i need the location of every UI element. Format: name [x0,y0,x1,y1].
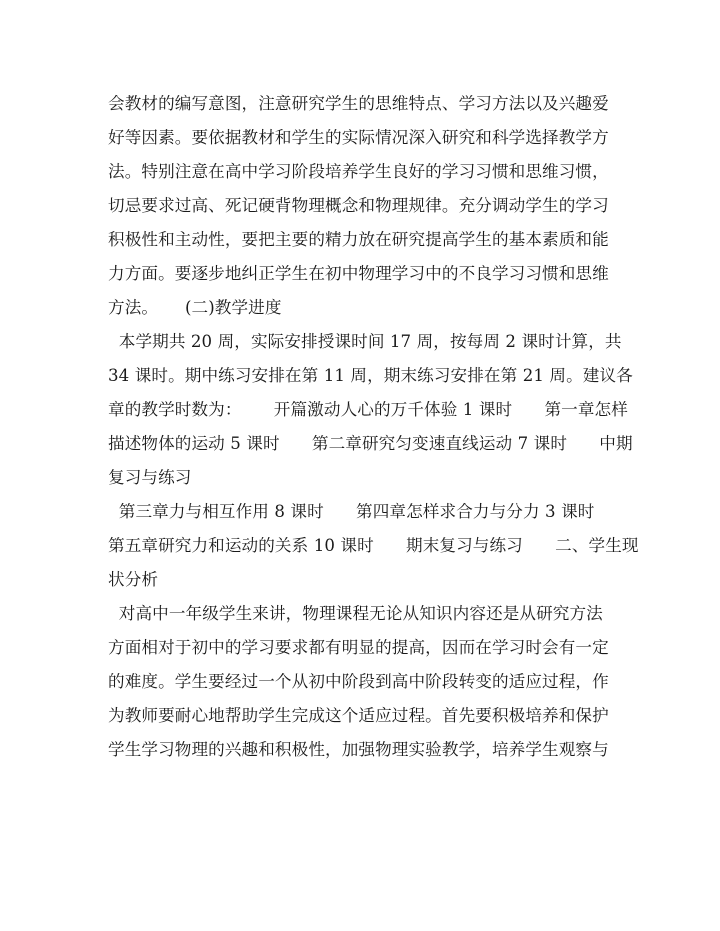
text-line: 第三章力与相互作用 8 课时 第四章怎样求合力与分力 3 课时 [108,502,595,521]
text-line: 积极性和主动性，要把主要的精力放在研究提高学生的基本素质和能 [108,230,609,249]
text-line: 复习与练习 [108,468,192,487]
text-line: 本学期共 20 周，实际安排授课时间 17 周，按每周 2 课时计算，共 [108,332,622,351]
text-line: 34 课时。期中练习安排在第 11 周，期末练习安排在第 21 周。建议各 [108,366,633,385]
text-line: 好等因素。要依据教材和学生的实际情况深入研究和科学选择教学方 [108,128,609,147]
text-line: 方面相对于初中的学习要求都有明显的提高，因而在学习时会有一定 [108,638,609,657]
text-line: 会教材的编写意图，注意研究学生的思维特点、学习方法以及兴趣爱 [108,94,609,113]
text-line: 法。特别注意在高中学习阶段培养学生良好的学习习惯和思维习惯， [108,162,609,181]
text-line: 的难度。学生要经过一个从初中阶段到高中阶段转变的适应过程，作 [108,672,609,691]
text-line: 第五章研究力和运动的关系 10 课时 期末复习与练习 二、学生现 [108,536,639,555]
text-line: 描述物体的运动 5 课时 第二章研究匀变速直线运动 7 课时 中期 [108,434,633,453]
text-line: 力方面。要逐步地纠正学生在初中物理学习中的不良学习习惯和思维 [108,264,609,283]
text-line: 学生学习物理的兴趣和积极性，加强物理实验教学，培养学生观察与 [108,740,609,759]
text-line: 为教师要耐心地帮助学生完成这个适应过程。首先要积极培养和保护 [108,706,609,725]
section-heading: 状分析 [108,570,159,589]
section-heading: 方法。 (二)教学进度 [108,298,282,317]
text-line: 对高中一年级学生来讲，物理课程无论从知识内容还是从研究方法 [108,604,603,623]
text-line: 切忌要求过高、死记硬背物理概念和物理规律。充分调动学生的学习 [108,196,609,215]
text-line: 章的教学时数为： 开篇激动人心的万千体验 1 课时 第一章怎样 [108,400,628,419]
